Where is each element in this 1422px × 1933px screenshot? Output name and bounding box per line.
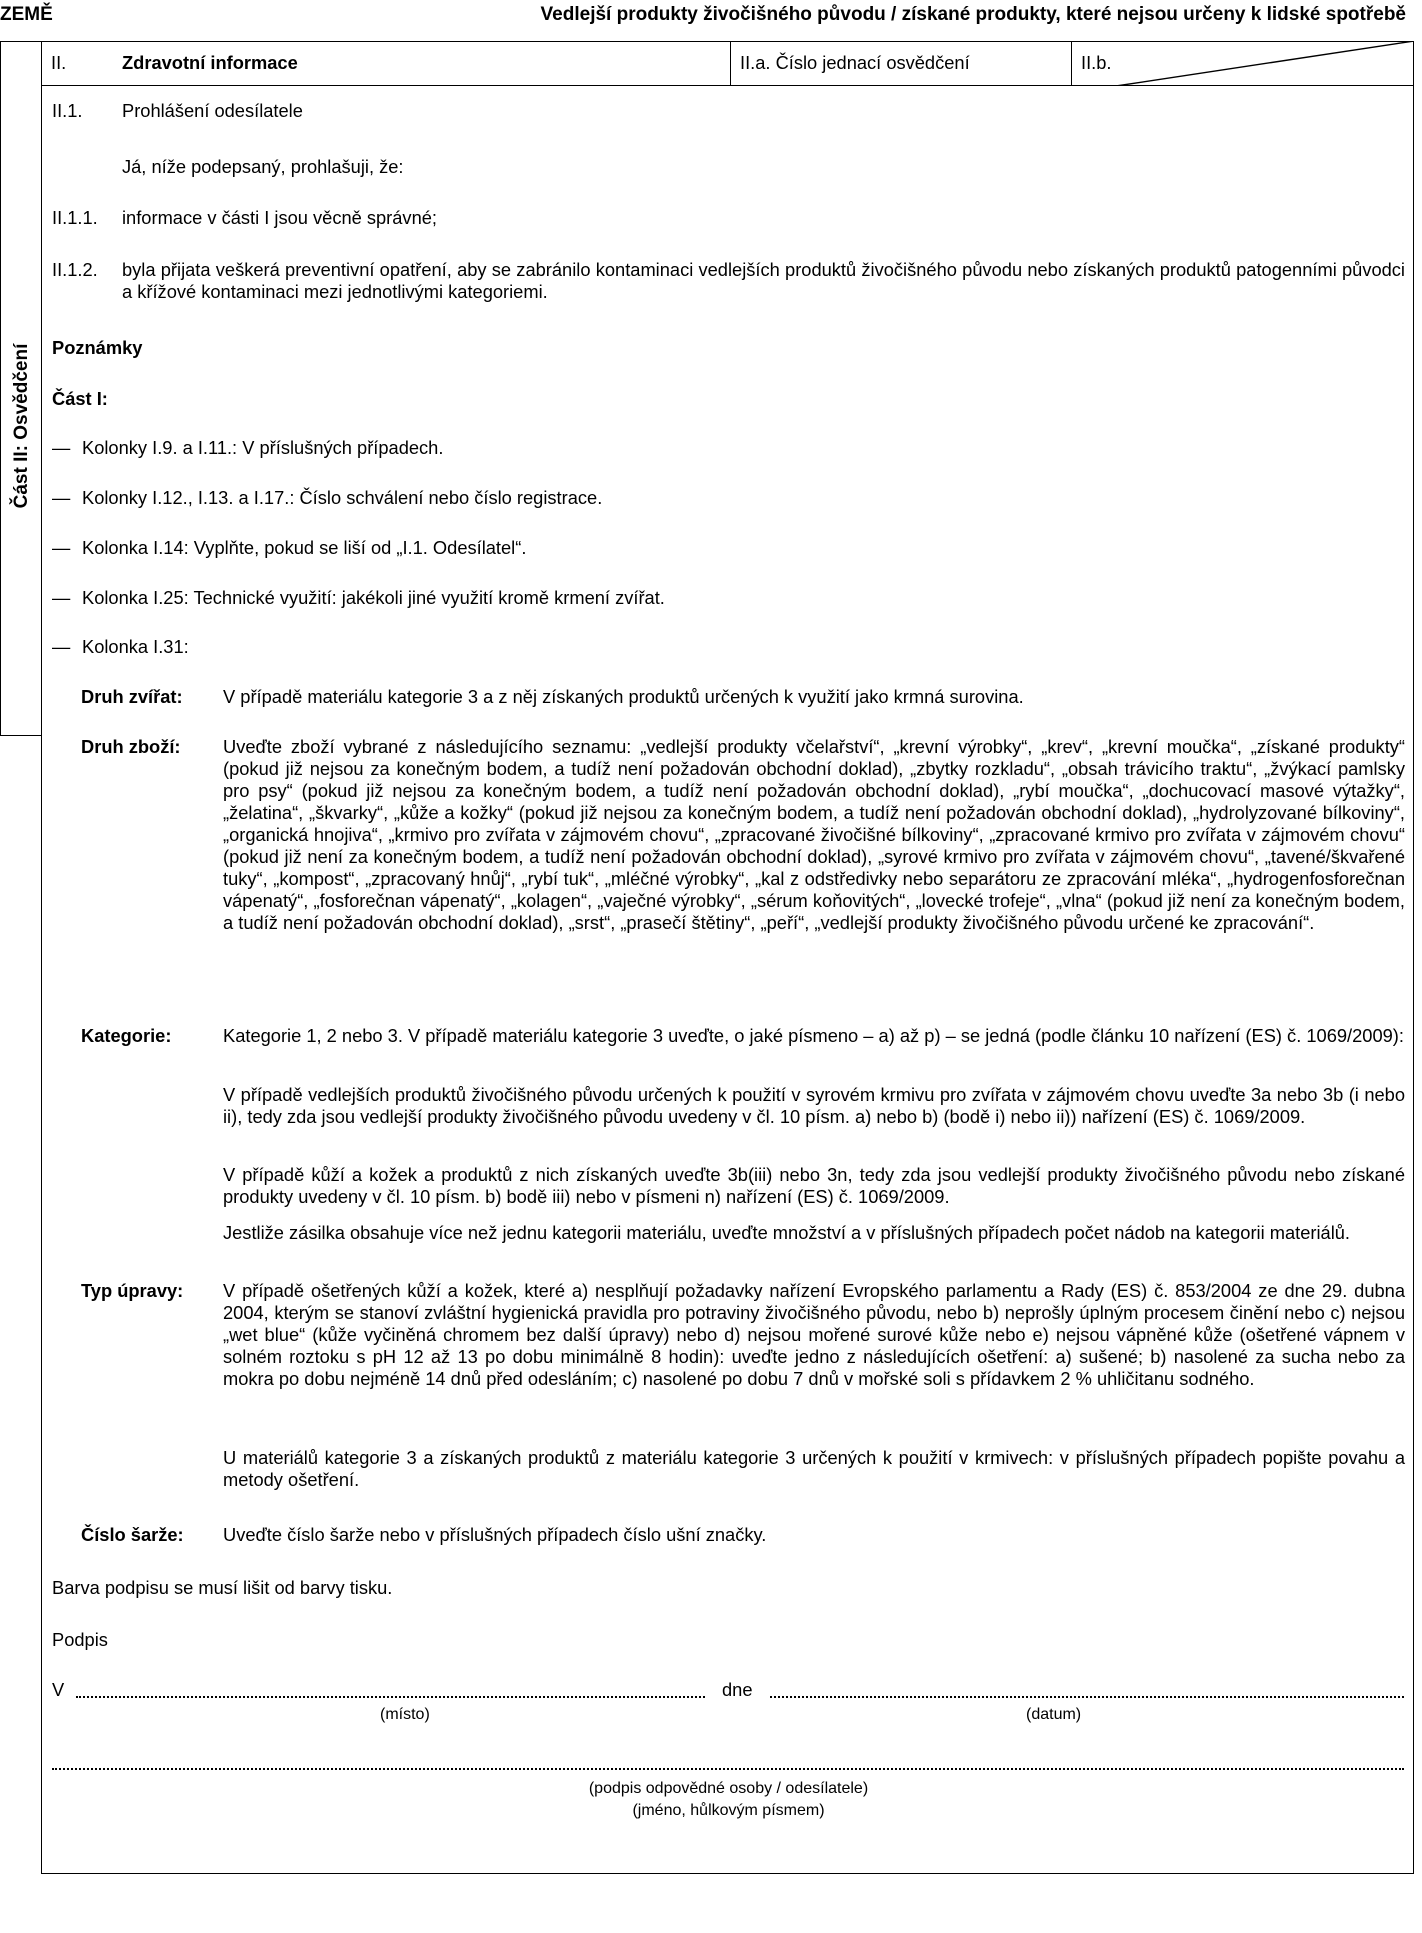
declaration-item-number: II.1.1.: [52, 207, 98, 228]
signature-field[interactable]: [52, 1768, 1404, 1770]
note-item-text: Kolonka I.31:: [82, 636, 189, 657]
top-row: [41, 41, 1414, 86]
definition-text: V případě materiálu kategorie 3 a z něj získaných produktů určených k využití jako krmná surovina.: [223, 686, 1024, 707]
section-number: II.: [51, 52, 67, 73]
note-item: [52, 636, 189, 658]
note-item-text: Kolonka I.25: Technické využití: jakékoli jiné využití kromě krmení zvířat.: [82, 587, 665, 608]
reference-number-label: II.a. Číslo jednací osvědčení: [740, 52, 970, 73]
definition-label: Druh zvířat:: [81, 686, 183, 707]
dash-bullet: —: [52, 487, 71, 508]
definition-text: Kategorie 1, 2 nebo 3. V případě materiálu kategorie 3 uveďte, o jaké písmeno – a) až p) – se jedná (podle článku 10 nařízení (ES) č. 1069/2009):: [223, 1025, 1404, 1046]
diagonal-line: [1116, 41, 1414, 86]
note-item: [52, 587, 665, 609]
definition-text: V případě ošetřených kůží a kožek, které a) nesplňují požadavky nařízení Evropského parlamentu a Rady (ES) č. 853/2004 ze dne 29. dubna 2004, kterým se stanoví zvláštní hygienická pravidla pro potraviny živočišného původu, nebo b) neprošly úplným procesem činění nebo c) nejsou „wet blue“ (kůže vyčiněná chromem bez další úpravy) nebo d) nejsou mořené surové kůže nebo e) nejsou vápněné kůže (ošetřené vápnem v solném roztoku s pH 12 až 13 po dobu minimálně 8 hodin): uveďte jedno z následujících ošetření: a) sušené; b) nasolené za sucha nebo za mokra po dobu nejméně 14 dnů před odesláním; c) nasolené po dobu 7 dnů v mořské soli s přídavkem 2 % uhličitanu sodného.: [223, 1280, 1405, 1389]
reference-b-label: II.b.: [1081, 52, 1112, 73]
definition-label: Kategorie:: [81, 1025, 172, 1046]
section-title: Zdravotní informace: [122, 52, 298, 73]
dash-bullet: —: [52, 636, 71, 657]
header-country: ZEMĚ: [0, 4, 53, 25]
signature-title: Podpis: [52, 1629, 108, 1650]
divider: [1071, 41, 1072, 86]
place-field[interactable]: [76, 1696, 705, 1698]
header-title: Vedlejší produkty živočišného původu / získané produkty, které nejsou určeny k lidské spotřebě: [540, 4, 1406, 25]
definition-label: Typ úpravy:: [81, 1280, 184, 1301]
certificate-frame: [41, 41, 1414, 1874]
declaration-item-number: II.1.2.: [52, 259, 98, 280]
notes-part-title: Část I:: [52, 388, 108, 409]
dash-bullet: —: [52, 437, 71, 458]
definition-label: Druh zboží:: [81, 736, 181, 757]
declaration-item-text: informace v části I jsou věcně správné;: [122, 207, 437, 228]
declaration-title: Prohlášení odesílatele: [122, 100, 303, 121]
signature-color-note: Barva podpisu se musí lišit od barvy tisku.: [52, 1577, 393, 1598]
definition-text: Uveďte zboží vybrané z následujícího seznamu: „vedlejší produkty včelařství“, „krevní výrobky“, „krev“, „krevní moučka“, „získané produkty“ (pokud již nejsou za konečným bodem, a tudíž není požadován obchodní doklad), „zbytky rozkladu“, „obsah trávicího traktu“, „žvýkací pamlsky pro psy“ (pokud již nejsou za konečným bodem, a tudíž není požadován obchodní doklad), „rybí moučka“, „dochucovací masové výtažky“, „želatina“, „škvarky“, „kůže a kožky“ (pokud již nejsou za konečným bodem, a tudíž není požadován obchodní doklad), „hydrolyzované bílkoviny“, „organická hnojiva“, „krmivo pro zvířata v zájmovém chovu“, „zpracované živočišné bílkoviny“, „zpracované krmivo pro zvířata v zájmovém chovu“ (pokud již není za konečným bodem, a tudíž není požadován obchodní doklad), „syrové krmivo pro zvířata v zájmovém chovu“, „tavené/škvařené tuky“, „kompost“, „zpracovaný hnůj“, „rybí tuk“, „mléčné výrobky“, „kal z odstředivky nebo separátoru ze zpracování mléka“, „hydrogenfosforečnan vápenatý“, „fosforečnan vápenatý“, „kolagen“, „vaječné výrobky“, „sérum koňovitých“, „lovecké trofeje“, „vlna“ (pokud již není za konečným bodem, a tudíž není požadován obchodní doklad), „srst“, „prasečí štětiny“, „peří“, „vedlejší produkty živočišného původu určené ke zpracování“.: [223, 736, 1405, 933]
name-caption: (jméno, hůlkovým písmem): [632, 1802, 825, 1819]
definition-text: V případě vedlejších produktů živočišného původu určených k použití v syrovém krmivu pro zvířata v zájmovém chovu uveďte 3a nebo 3b (i nebo ii), tedy zda jsou vedlejší produkty živočišného původu uvedeny v čl. 10 písm. a) nebo b) (bodě i) nebo ii)) nařízení (ES) č. 1069/2009.: [223, 1084, 1405, 1127]
side-label: Část II: Osvědčení: [11, 343, 32, 509]
note-item: [52, 437, 443, 459]
definition-text: U materiálů kategorie 3 a získaných produktů z materiálu kategorie 3 určených k použití v krmivech: v příslušných případech popište povahu a metody ošetření.: [223, 1447, 1405, 1490]
declaration-intro: Já, níže podepsaný, prohlašuji, že:: [122, 156, 404, 177]
definition-text: Uveďte číslo šarže nebo v příslušných případech číslo ušní značky.: [223, 1524, 767, 1545]
note-item: [52, 487, 602, 509]
note-item: [52, 537, 526, 559]
place-prefix: V: [52, 1679, 65, 1700]
dash-bullet: —: [52, 587, 71, 608]
note-item-text: Kolonky I.9. a I.11.: V příslušných případech.: [82, 437, 444, 458]
definition-text: V případě kůží a kožek a produktů z nich získaných uveďte 3b(iii) nebo 3n, tedy zda jsou vedlejší produkty živočišného původu nebo získané produkty uvedeny v čl. 10 písm. b) bodě iii) nebo v písmeni n) nařízení (ES) č. 1069/2009.: [223, 1164, 1405, 1207]
declaration-item-text: byla přijata veškerá preventivní opatření, aby se zabránilo kontaminaci vedlejších produktů živočišného původu nebo získaných produktů patogenními původci a křížové kontaminaci mezi jednotlivými kategoriemi.: [122, 259, 1405, 302]
dash-bullet: —: [52, 537, 71, 558]
definition-text: Jestliže zásilka obsahuje více než jednu kategorii materiálu, uveďte množství a v příslušných případech počet nádob na kategorii materiálů.: [223, 1222, 1351, 1243]
place-caption: (místo): [380, 1706, 430, 1723]
definition-label: Číslo šarže:: [81, 1524, 184, 1545]
date-caption: (datum): [1026, 1706, 1082, 1723]
declaration-number: II.1.: [52, 100, 83, 121]
date-field[interactable]: [770, 1696, 1404, 1698]
notes-title: Poznámky: [52, 337, 143, 358]
divider: [730, 41, 731, 86]
date-prefix: dne: [722, 1679, 753, 1700]
signer-caption: (podpis odpovědné osoby / odesílatele): [588, 1780, 869, 1797]
side-label-box: [0, 41, 42, 736]
note-item-text: Kolonka I.14: Vyplňte, pokud se liší od „I.1. Odesílatel“.: [82, 537, 527, 558]
note-item-text: Kolonky I.12., I.13. a I.17.: Číslo schválení nebo číslo registrace.: [82, 487, 603, 508]
